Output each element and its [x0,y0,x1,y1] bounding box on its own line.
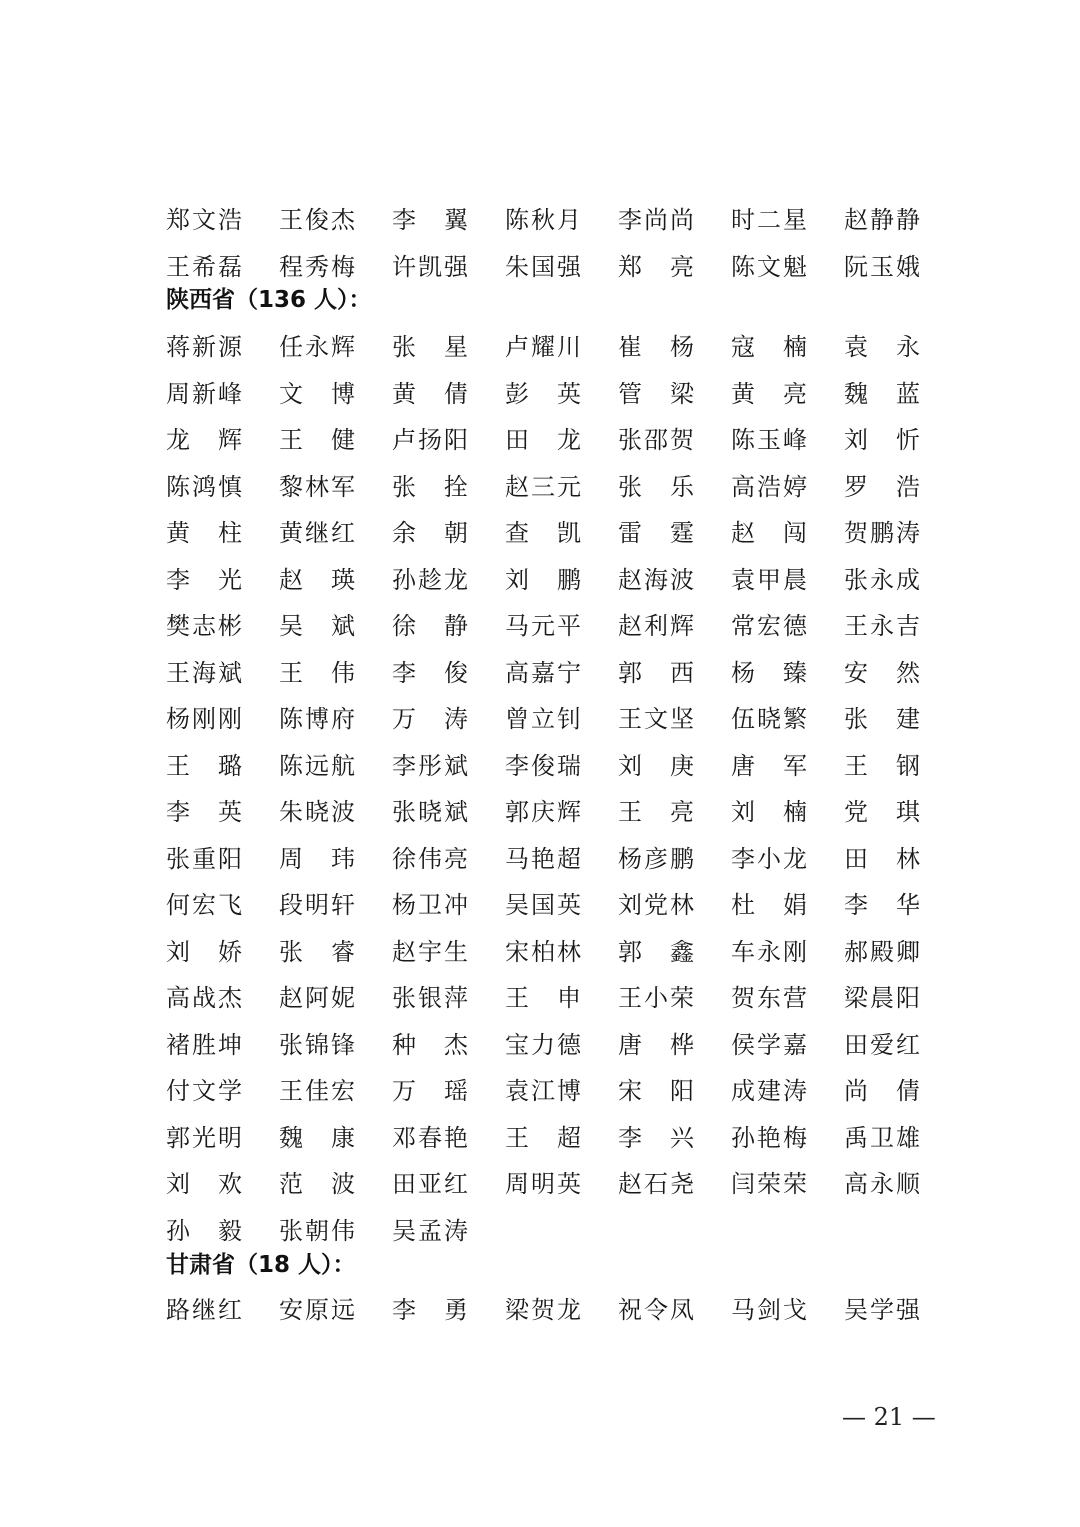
person-name: 王 健 [279,426,355,454]
person-name: 李 俊 [392,658,468,687]
person-name: 马 元 平 [505,612,581,640]
section-heading-gansu: 甘肃省（18 人）： [166,1252,356,1278]
name-row [166,1295,926,1342]
person-name: 郝 殿 卿 [844,937,920,966]
person-name: 高 战 杰 [166,984,242,1012]
person-name: 黄 柱 [166,519,242,547]
person-name: 黎 林 军 [279,472,355,501]
name-row [166,658,926,705]
person-name: 王 俊 杰 [279,206,355,234]
person-name: 卢 耀 川 [505,333,581,361]
person-name: 赵 海 波 [618,565,694,594]
person-name: 王 文 坚 [618,705,694,733]
name-row [166,1076,926,1123]
person-name: 宋 柏 林 [505,937,581,966]
person-name: 种 杰 [392,1030,468,1059]
person-name: 刘 楠 [731,798,807,826]
person-name: 朱 国 强 [505,252,581,281]
person-name: 程 秀 梅 [279,252,355,281]
name-row [166,1123,926,1170]
person-name: 赵 利 辉 [618,612,694,640]
person-name: 刘 欢 [166,1170,242,1198]
person-name: 郑 亮 [618,252,694,281]
person-name: 袁 甲 晨 [731,565,807,594]
name-list-gansu [166,1295,926,1342]
person-name: 邓 春 艳 [392,1123,468,1152]
person-name: 郑 文 浩 [166,206,242,234]
name-row [166,844,926,891]
name-row [166,937,926,984]
name-row [166,205,926,252]
person-name: 刘 党 林 [618,891,694,919]
person-name: 李 俊 瑞 [505,751,581,780]
person-name: 郭 光 明 [166,1123,242,1152]
person-name: 雷 霆 [618,519,694,547]
person-name: 宋 阳 [618,1077,694,1105]
person-name: 杨 卫 冲 [392,891,468,919]
person-name: 张 睿 [279,937,355,966]
person-name: 陈 鸿 慎 [166,472,242,501]
person-name: 吴 国 英 [505,891,581,919]
person-name: 车 永 刚 [731,937,807,966]
person-name: 杨 彦 鹏 [618,844,694,873]
person-name: 任 永 辉 [279,333,355,361]
person-name: 范 波 [279,1170,355,1198]
person-name: 王 亮 [618,798,694,826]
person-name: 刘 鹏 [505,565,581,594]
person-name: 郭 鑫 [618,937,694,966]
person-name: 唐 军 [731,751,807,780]
person-name: 吴 学 强 [844,1296,920,1324]
person-name: 张 星 [392,333,468,361]
person-name: 赵 宇 生 [392,937,468,966]
person-name: 党 琪 [844,798,920,826]
person-name: 李 彤 斌 [392,751,468,780]
name-row [166,518,926,565]
name-list-shaanxi [166,332,926,1262]
name-row [166,751,926,798]
person-name: 龙 辉 [166,426,242,454]
person-name: 王 永 吉 [844,612,920,640]
person-name: 张 邵 贺 [618,426,694,454]
name-row [166,565,926,612]
person-name: 王 超 [505,1123,581,1152]
person-name: 王 希 磊 [166,252,242,281]
person-name: 徐 静 [392,612,468,640]
person-name: 赵 静 静 [844,206,920,234]
name-row [166,379,926,426]
name-row [166,425,926,472]
person-name: 张 朝 伟 [279,1216,355,1245]
person-name: 孙 艳 梅 [731,1123,807,1152]
person-name: 张 重 阳 [166,844,242,873]
person-name: 周 明 英 [505,1170,581,1198]
person-name: 何 宏 飞 [166,891,242,919]
person-name: 周 新 峰 [166,379,242,408]
person-name: 张 晓 斌 [392,798,468,826]
person-name: 罗 浩 [844,472,920,501]
person-name: 王 小 荣 [618,984,694,1012]
person-name: 褚 胜 坤 [166,1030,242,1059]
person-name: 黄 倩 [392,379,468,408]
person-name: 高 嘉 宁 [505,658,581,687]
person-name: 张 乐 [618,472,694,501]
name-row [166,472,926,519]
person-name: 李 光 [166,565,242,594]
person-name: 杜 娟 [731,891,807,919]
person-name: 高 浩 婷 [731,472,807,501]
person-name: 王 璐 [166,751,242,780]
page-number: — 21 — [842,1403,936,1431]
person-name: 段 明 轩 [279,891,355,919]
person-name: 孙 趁 龙 [392,565,468,594]
person-name: 田 龙 [505,426,581,454]
person-name: 查 凯 [505,519,581,547]
person-name: 王 申 [505,984,581,1012]
person-name: 张 建 [844,705,920,733]
person-name: 唐 桦 [618,1030,694,1059]
person-name: 李 兴 [618,1123,694,1152]
name-row [166,890,926,937]
person-name: 田 林 [844,844,920,873]
person-name: 卢 扬 阳 [392,426,468,454]
person-name: 赵 瑛 [279,565,355,594]
name-row [166,797,926,844]
person-name: 李 勇 [392,1296,468,1324]
person-name: 万 瑶 [392,1077,468,1105]
name-row [166,611,926,658]
person-name: 樊 志 彬 [166,612,242,640]
person-name: 郭 西 [618,658,694,687]
person-name: 李 英 [166,798,242,826]
person-name: 陈 玉 峰 [731,426,807,454]
person-name: 安 原 远 [279,1296,355,1324]
person-name: 李 华 [844,891,920,919]
person-name: 孙 毅 [166,1216,242,1245]
person-name: 寇 楠 [731,333,807,361]
person-name: 宝 力 德 [505,1030,581,1059]
person-name: 陈 远 航 [279,751,355,780]
person-name: 黄 继 红 [279,519,355,547]
person-name: 田 亚 红 [392,1170,468,1198]
person-name: 闫 荣 荣 [731,1170,807,1198]
person-name: 阮 玉 娥 [844,252,920,281]
person-name: 祝 令 凤 [618,1296,694,1324]
person-name: 高 永 顺 [844,1170,920,1198]
person-name: 刘 娇 [166,937,242,966]
person-name: 吴 斌 [279,612,355,640]
person-name: 袁 永 [844,333,920,361]
person-name: 刘 庚 [618,751,694,780]
person-name: 杨 臻 [731,658,807,687]
person-name: 陈 文 魁 [731,252,807,281]
person-name: 文 博 [279,379,355,408]
person-name: 吴 孟 涛 [392,1216,468,1245]
person-name: 田 爱 红 [844,1030,920,1059]
person-name: 贺 鹏 涛 [844,519,920,547]
person-name: 王 佳 宏 [279,1077,355,1105]
person-name: 周 玮 [279,844,355,873]
person-name: 王 钢 [844,751,920,780]
name-row [166,332,926,379]
person-name: 陈 博 府 [279,705,355,733]
person-name: 成 建 涛 [731,1077,807,1105]
section-heading-shaanxi: 陕西省（136 人）： [166,287,372,313]
person-name: 余 朝 [392,519,468,547]
person-name: 侯 学 嘉 [731,1030,807,1059]
person-name: 时 二 星 [731,206,807,234]
name-row [166,1169,926,1216]
person-name: 禹 卫 雄 [844,1123,920,1152]
name-row [166,1030,926,1077]
person-name: 刘 忻 [844,426,920,454]
person-name: 许 凯 强 [392,252,468,281]
person-name: 李 小 龙 [731,844,807,873]
person-name: 马 艳 超 [505,844,581,873]
person-name: 李 尚 尚 [618,206,694,234]
person-name: 张 银 萍 [392,984,468,1012]
person-name: 曾 立 钊 [505,705,581,733]
person-name: 郭 庆 辉 [505,798,581,826]
person-name: 常 宏 德 [731,612,807,640]
person-name: 王 海 斌 [166,658,242,687]
person-name: 尚 倩 [844,1077,920,1105]
person-name: 赵 石 尧 [618,1170,694,1198]
person-name: 赵 三 元 [505,472,581,501]
person-name: 梁 贺 龙 [505,1296,581,1324]
person-name: 伍 晓 繁 [731,705,807,733]
person-name: 路 继 红 [166,1296,242,1324]
person-name: 张 拴 [392,472,468,501]
person-name: 彭 英 [505,379,581,408]
person-name: 梁 晨 阳 [844,984,920,1012]
person-name: 蒋 新 源 [166,333,242,361]
person-name: 贺 东 营 [731,984,807,1012]
person-name: 王 伟 [279,658,355,687]
person-name: 朱 晓 波 [279,798,355,826]
person-name: 赵 阿 妮 [279,984,355,1012]
person-name: 陈 秋 月 [505,206,581,234]
person-name: 徐 伟 亮 [392,844,468,873]
person-name: 袁 江 博 [505,1077,581,1105]
person-name: 张 锦 锋 [279,1030,355,1059]
person-name: 魏 康 [279,1123,355,1152]
person-name: 张 永 成 [844,565,920,594]
person-name: 管 梁 [618,379,694,408]
person-name: 万 涛 [392,705,468,733]
person-name: 崔 杨 [618,333,694,361]
person-name: 李 翼 [392,206,468,234]
person-name: 赵 闯 [731,519,807,547]
person-name: 付 文 学 [166,1077,242,1105]
person-name: 马 剑 戈 [731,1296,807,1324]
person-name: 杨 刚 刚 [166,705,242,733]
person-name: 魏 蓝 [844,379,920,408]
person-name: 黄 亮 [731,379,807,408]
name-row [166,704,926,751]
person-name: 安 然 [844,658,920,687]
name-row [166,983,926,1030]
